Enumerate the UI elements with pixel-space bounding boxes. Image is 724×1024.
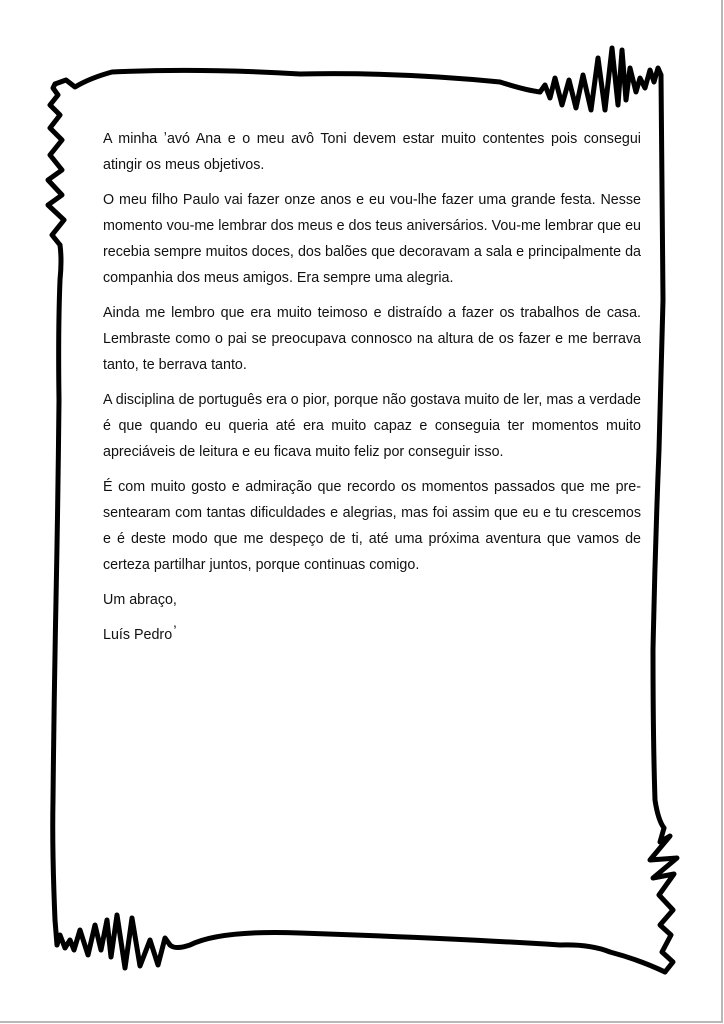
closing-line: Um abraço, — [103, 592, 177, 608]
signature: Luís Pedro — [103, 627, 173, 643]
letter-body — [103, 126, 641, 657]
paragraph-2: O meu filho Paulo vai fazer onze anos e eu vou-lhe fazer uma grande festa. Nesse momento vou-me lembrar dos meus e dos teus aniversários. Vou-me lembrar que eu recebia sempre muitos doces, dos balões que decoravam a sala e principalmente da companhia dos meus amigos. Era sempre uma alegria. — [103, 192, 641, 286]
paragraph-5: É com muito gosto e admiração que recordo os momentos passados que me presentearam com tantas dificuldades e alegrias, mas foi assim que eu e tu crescemos e é deste modo que me despeço de ti, até uma próxima aventura que vamos de certeza partilhar juntos, porque continuas comigo. — [103, 479, 641, 573]
stray-comma-mark: , — [173, 614, 177, 630]
paragraph-1: A minha ʼavó Ana e o meu avô Toni devem estar muito contentes pois consegui atingir os meus objetivos. — [103, 131, 641, 173]
paragraph-3: Ainda me lembro que era muito teimoso e distraído a fazer os trabalhos de casa. Lembraste como o pai se preocupava connosco na altura de os fazer e me berrava tanto, te berrava tanto. — [103, 305, 641, 373]
paragraph-4: A disciplina de português era o pior, porque não gostava muito de ler, mas a verdade é que quando eu queria até era muito capaz e conseguia ter momentos muito apreciáveis de leitura e eu ficava muito feliz por conseguir isso. — [103, 392, 641, 460]
